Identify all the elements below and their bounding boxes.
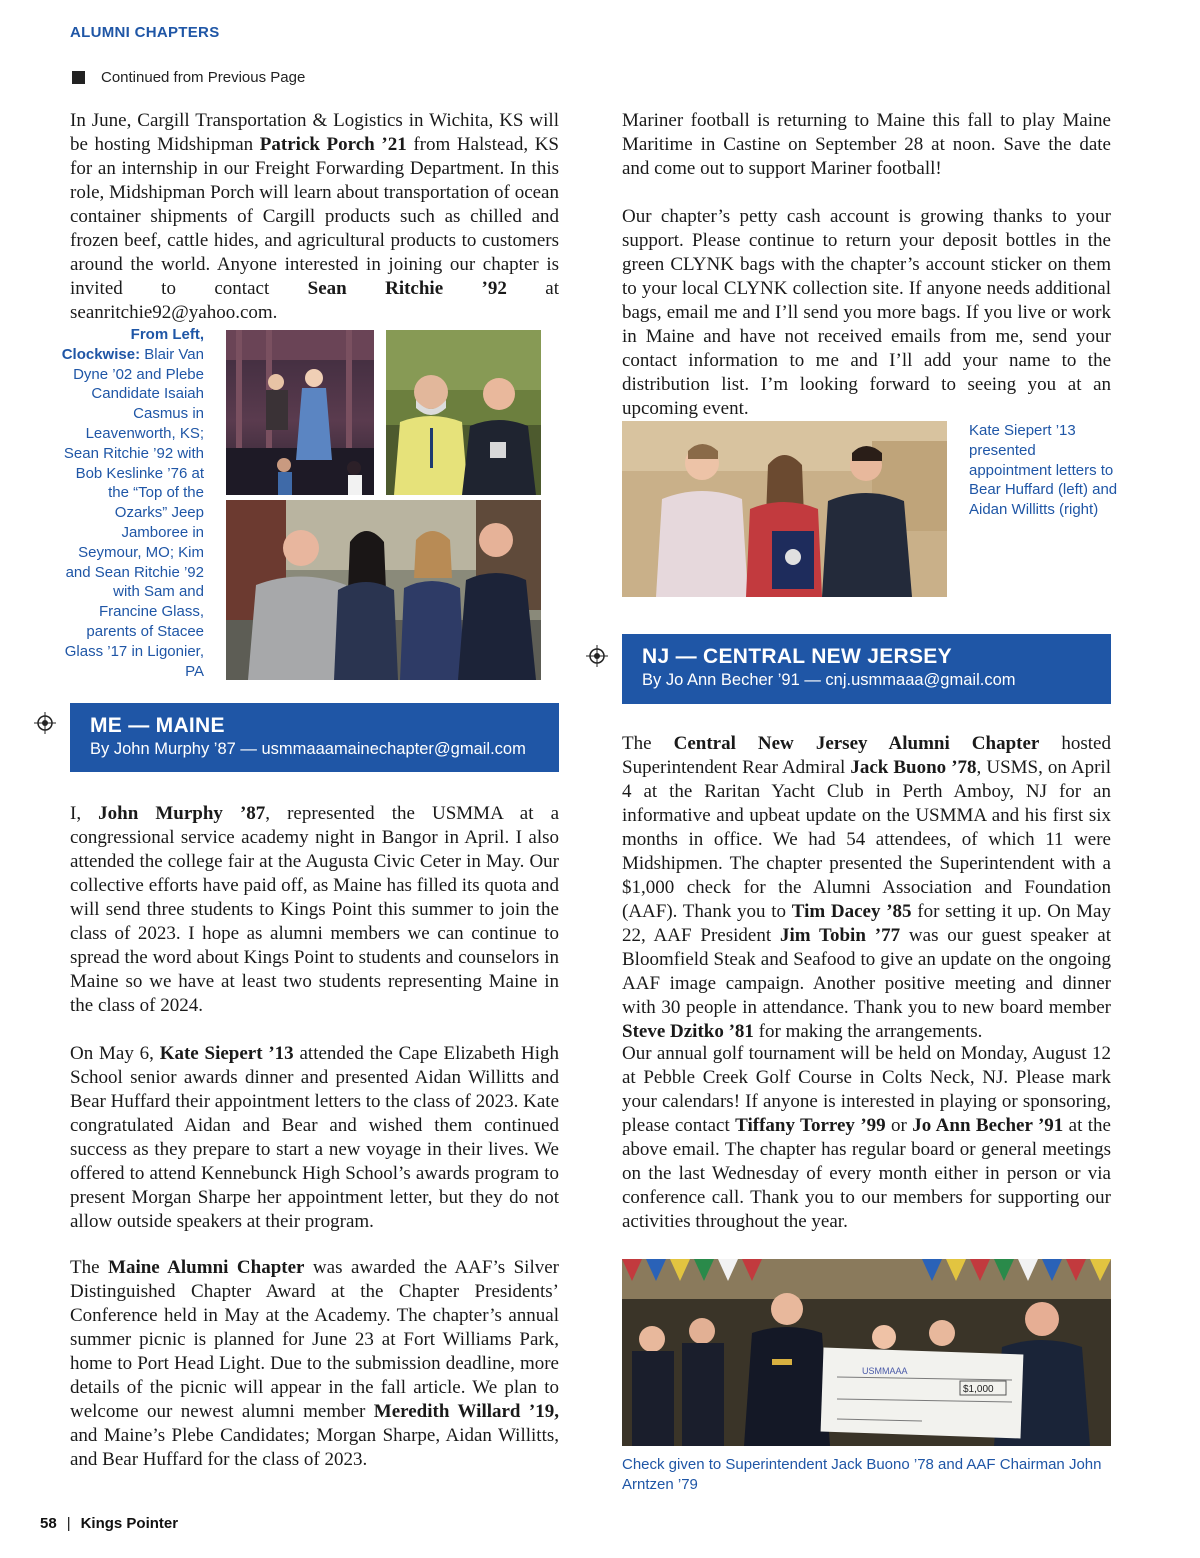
bold-name: Jack Buono ’78: [850, 757, 977, 778]
continued-text: Continued from Previous Page: [101, 69, 306, 86]
text-run: and Maine’s Plebe Candidates; Morgan Sharpe, Aidan Willitts, and Bear Huffard for the class of 2023.: [70, 1425, 559, 1470]
photo-check-presentation: [622, 1259, 1111, 1446]
square-bullet-icon: [72, 71, 85, 84]
football-paragraph: Mariner football is returning to Maine this fall to play Maine Maritime in Castine on September 28 at noon. Save the date and come out to support Mariner football!: [622, 110, 1111, 179]
bold-name: John Murphy ’87: [98, 803, 266, 824]
text-run: for setting it up. On May 22, AAF President: [622, 901, 1111, 946]
text-run: attended the Cape Elizabeth High School senior awards dinner and presented Aidan Willitts and Bear Huffard their appointment letters to the class of 2023. Kate congratulated Aidan and Bear and wished them continued success as they prepare to start a new voyage in their lives. We offered to attend Kennebunck High School’s awards program to present Morgan Sharpe her appointment letter, but they do not allow outside speakers at their program.: [70, 1043, 559, 1232]
maine-paragraph-1: [70, 802, 559, 1018]
bold-name: Sean Ritchie ’92: [307, 278, 507, 299]
text-run: I,: [70, 803, 99, 824]
photo-appointment-letters: [622, 421, 947, 597]
maine-title: ME — MAINE: [90, 714, 225, 737]
text-run: Our annual golf tournament will be held on Monday, August 12 at Pebble Creek Golf Course in Colts Neck, NJ. Please mark your calendars! If anyone is interested in playing or sponsoring, please contact: [622, 1043, 1111, 1136]
text-run: from Halstead, KS for an internship in our Freight Forwarding Department. In this role, Midshipman Porch will learn about transportation of ocean container shipments of Cargill products such as chilled and frozen beef, cattle hides, and agricultural products to customers around the world. Anyone interested in joining our chapter is invited to contact: [70, 134, 559, 299]
intro-paragraph: [70, 109, 559, 325]
page-number: 58: [40, 1515, 57, 1532]
text-run: was awarded the AAF’s Silver Distinguished Chapter Award at the Chapter Presidents’ Conference held in May at the Academy. The chapter’s annual summer picnic is planned for June 23 at Fort Williams Park, home to Port Head Light. Due to the submission deadline, more details of the picnic will appear in the fall article. We plan to welcome our newest alumni member: [70, 1257, 559, 1422]
maine-paragraph-2: [70, 1042, 559, 1234]
photo-caption-right: Kate Siepert ’13 presented appointment letters to Bear Huffard (left) and Aidan Willitts (right): [969, 422, 1118, 519]
bold-name: Jim Tobin ’77: [779, 925, 901, 946]
text-run: The: [622, 733, 674, 754]
caption-lead: From Left, Clockwise:: [61, 326, 204, 363]
text-run: or: [885, 1115, 913, 1136]
check-amount: $1,000: [963, 1384, 994, 1395]
nj-byline: By Jo Ann Becher ’91 — cnj.usmmaaa@gmail.com: [642, 671, 1016, 689]
text-run: at the above email. The chapter has regular board or general meetings on the last Wednesday of every month either in person or via conference call. Thank you to our members for supporting our activities throughout the year.: [622, 1115, 1111, 1232]
text-run: hosted Superintendent Rear Admiral: [622, 733, 1111, 778]
continued-note: [72, 69, 305, 86]
photo-caption-left: [60, 325, 204, 681]
bold-name: Tim Dacey ’85: [791, 901, 912, 922]
photo-caption-bottom: Check given to Superintendent Jack Buono ’78 and AAF Chairman John Arntzen ’79: [622, 1456, 1102, 1493]
crosshair-icon: [34, 712, 56, 734]
maine-header: [70, 703, 559, 772]
photo-graduation-stage: [226, 330, 374, 495]
maine-byline: By John Murphy ’87 — usmmaaamainechapter@gmail.com: [90, 740, 526, 758]
petty-cash-paragraph: Our chapter’s petty cash account is growing thanks to your support. Please continue to return your deposit bottles in the green CLYNK bags with the chapter’s account sticker on them to your local CLYNK collection site. If anyone needs additional bags, email me and I’ll send you more bags. If you live or work in Maine and have not received emails from me, send your contact information to me and I’ll add your name to the distribution list. I’m looking forward to seeing you at an upcoming event.: [622, 206, 1111, 419]
bold-name: Patrick Porch ’21: [259, 134, 407, 155]
footer-separator: |: [66, 1515, 71, 1532]
text-run: at seanritchie92@yahoo.com.: [70, 278, 559, 323]
bold-name: Kate Siepert ’13: [159, 1043, 294, 1064]
text-run: was our guest speaker at Bloomfield Steak and Seafood to give an update on the ongoing AAF image campaign. Another positive meeting and dinner with 30 people in attendance. Thank you to new board member: [622, 925, 1111, 1018]
page-footer: [40, 1515, 178, 1532]
text-run: for making the arrangements.: [753, 1021, 983, 1042]
check-payee: USMMAAA: [862, 1366, 908, 1376]
crosshair-icon-nj: [586, 645, 608, 667]
nj-paragraph-1: [622, 732, 1111, 1044]
publication-name: Kings Pointer: [80, 1515, 179, 1532]
nj-title: NJ — CENTRAL NEW JERSEY: [642, 645, 952, 668]
text-run: The: [70, 1257, 109, 1278]
nj-header: [622, 634, 1111, 704]
bold-name: Steve Dzitko ’81: [622, 1021, 754, 1042]
text-run: On May 6,: [70, 1043, 160, 1064]
photo-group-of-four: [226, 500, 541, 680]
bold-name: Meredith Willard ’19,: [373, 1401, 559, 1422]
bold-name: Maine Alumni Chapter: [108, 1257, 305, 1278]
text-run: , represented the USMMA at a congressional service academy night in Bangor in April. I also attended the college fair at the Augusta Civic Ceter in May. Our collective efforts have paid off, as Maine has filled its quota and will send three students to Kings Point this summer to join the class of 2023. I hope as alumni members we can continue to spread the word about Kings Point to students and counselors in Maine so we have at least two students representing Maine in the class of 2024.: [70, 803, 560, 1016]
photo-two-men: [386, 330, 541, 495]
bold-name: Central New Jersey Alumni Chapter: [673, 733, 1040, 754]
text-run: , USMS, on April 4 at the Raritan Yacht Club in Perth Amboy, NJ for an informative and upbeat update on the USMMA and his first six months in office. We had 54 attendees, of which 11 were Midshipmen. The chapter presented the Superintendent with a $1,000 check for the Alumni Association and Foundation (AAF). Thank you to: [622, 757, 1111, 922]
maine-paragraph-3: [70, 1256, 559, 1472]
section-title: ALUMNI CHAPTERS: [70, 24, 220, 41]
nj-paragraph-2: [622, 1042, 1111, 1234]
caption-text: Blair Van Dyne ’02 and Plebe Candidate Isaiah Casmus in Leavenworth, KS; Sean Ritchie ’92 with Bob Keslinke ’76 at the “Top of the Ozarks” Jeep Jamboree in Seymour, MO; Kim and Sean Ritchie ’92 with Sam and Francine Glass, parents of Stacee Glass ’17 in Ligonier, PA: [63, 345, 204, 680]
bold-name: Jo Ann Becher ’91: [912, 1115, 1064, 1136]
text-run: In June, Cargill Transportation & Logistics in Wichita, KS will be hosting Midshipman: [70, 110, 559, 155]
bold-name: Tiffany Torrey ’99: [735, 1115, 886, 1136]
